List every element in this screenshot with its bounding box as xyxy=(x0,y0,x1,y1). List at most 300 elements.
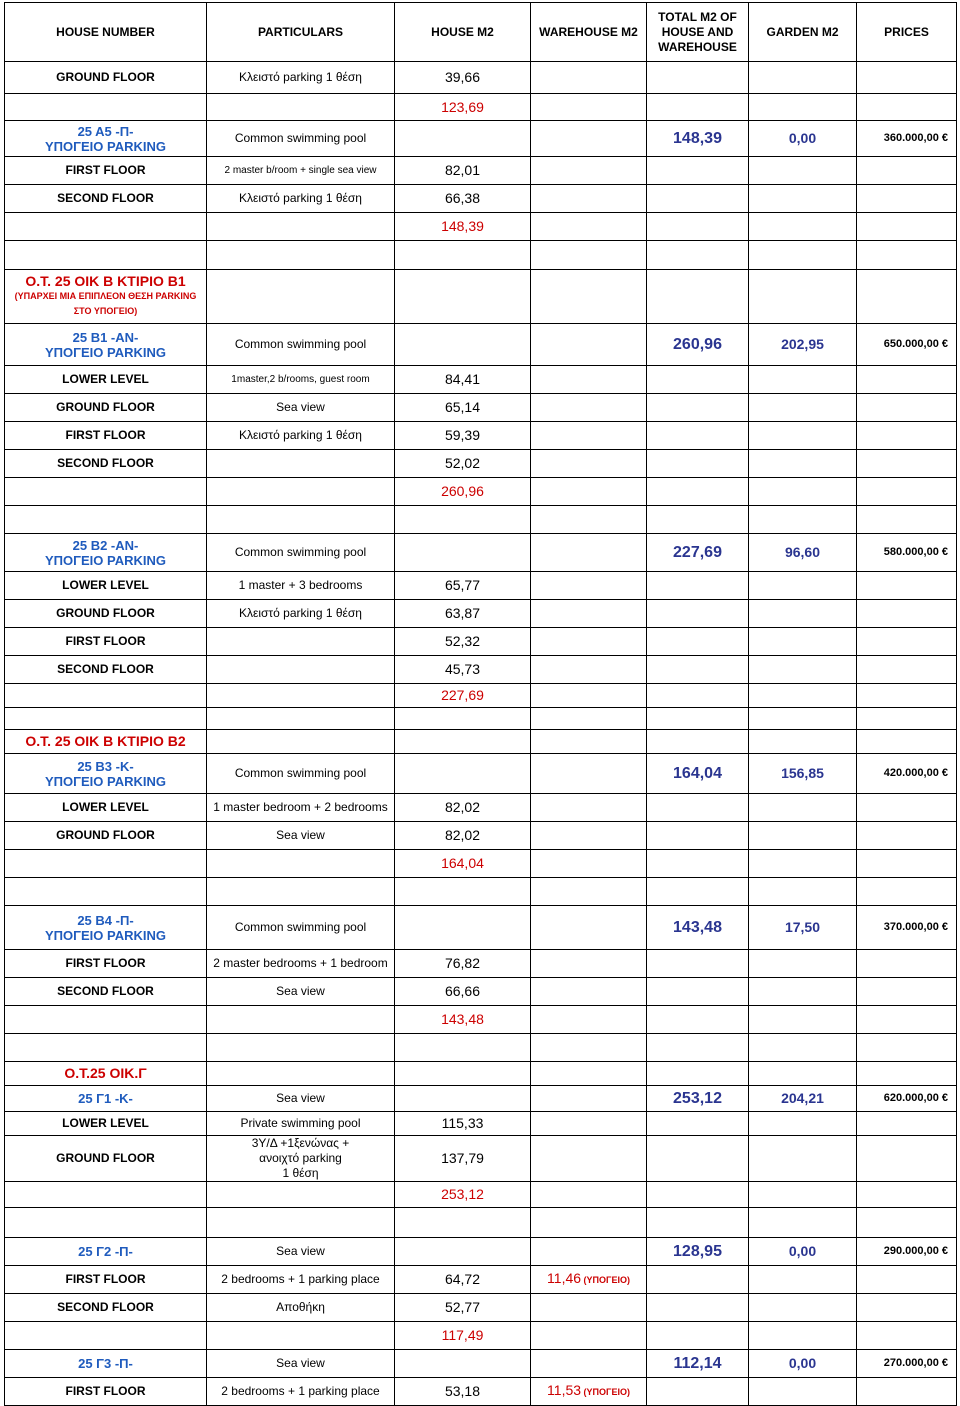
cell-text: FIRST FLOOR xyxy=(65,956,146,970)
particulars-cell xyxy=(207,978,395,1006)
cell-text: Private swimming pool xyxy=(240,1116,361,1130)
total-m2-cell xyxy=(647,708,749,730)
total-m2-cell xyxy=(647,600,749,628)
table-row xyxy=(5,1112,957,1136)
price-cell xyxy=(857,730,957,754)
particulars-cell xyxy=(207,1294,395,1322)
house-m2-cell xyxy=(395,324,531,366)
particulars-cell xyxy=(207,270,395,324)
cell-text: SECOND FLOOR xyxy=(57,984,154,998)
cell-text: 270.000,00 € xyxy=(883,1357,948,1369)
cell-text-line: 25 Β3 -Κ- xyxy=(77,758,134,774)
cell-text: LOWER LEVEL xyxy=(62,1116,149,1130)
column-header: PRICES xyxy=(857,3,957,62)
table-row xyxy=(5,822,957,850)
total-m2-cell xyxy=(647,241,749,270)
price-cell xyxy=(857,878,957,906)
total-m2-cell xyxy=(647,754,749,794)
house-number-cell xyxy=(5,628,207,656)
column-header: GARDEN M2 xyxy=(749,3,857,62)
garden-m2-cell xyxy=(749,684,857,708)
cell-text: 52,32 xyxy=(444,633,481,649)
garden-m2-cell xyxy=(749,213,857,241)
house-m2-cell xyxy=(395,1006,531,1034)
cell-text: 0,00 xyxy=(788,130,817,146)
table-row xyxy=(5,600,957,628)
cell-text: 143,48 xyxy=(673,919,722,936)
warehouse-m2-cell xyxy=(531,906,647,950)
table-row xyxy=(5,422,957,450)
particulars-cell xyxy=(207,656,395,684)
warehouse-m2-cell xyxy=(531,121,647,157)
total-m2-cell xyxy=(647,1208,749,1238)
house-m2-cell xyxy=(395,185,531,213)
warehouse-m2-cell xyxy=(531,270,647,324)
total-m2-cell xyxy=(647,534,749,572)
total-m2-cell xyxy=(647,850,749,878)
house-m2-cell xyxy=(395,534,531,572)
cell-text: LOWER LEVEL xyxy=(62,800,149,814)
warehouse-m2-cell xyxy=(531,185,647,213)
particulars-cell xyxy=(207,62,395,94)
garden-m2-cell xyxy=(749,730,857,754)
cell-text: Κλειστό parking 1 θέση xyxy=(239,428,362,442)
garden-m2-cell xyxy=(749,1034,857,1062)
garden-m2-cell xyxy=(749,1086,857,1112)
house-m2-cell xyxy=(395,1112,531,1136)
table-row xyxy=(5,1294,957,1322)
warehouse-m2-cell xyxy=(531,1238,647,1266)
house-number-cell xyxy=(5,450,207,478)
cell-text: 253,12 xyxy=(673,1090,722,1107)
warehouse-m2-cell xyxy=(531,1062,647,1086)
particulars-cell xyxy=(207,1378,395,1406)
garden-m2-cell xyxy=(749,506,857,534)
cell-text-line: ΥΠΟΓΕΙΟ PARKING xyxy=(45,344,166,360)
warehouse-m2-cell xyxy=(531,1322,647,1350)
column-header: HOUSE NUMBER xyxy=(5,3,207,62)
warehouse-m2-cell xyxy=(531,62,647,94)
cell-text: 148,39 xyxy=(441,218,484,234)
house-number-cell xyxy=(5,121,207,157)
total-m2-cell xyxy=(647,1006,749,1034)
garden-m2-cell xyxy=(749,1136,857,1182)
particulars-cell xyxy=(207,366,395,394)
cell-text: 45,73 xyxy=(444,661,481,677)
price-cell xyxy=(857,1006,957,1034)
house-m2-cell xyxy=(395,600,531,628)
total-m2-cell xyxy=(647,1266,749,1294)
cell-text: 1 master bedroom + 2 bedrooms xyxy=(213,800,388,814)
garden-m2-cell xyxy=(749,708,857,730)
table-row xyxy=(5,1136,957,1182)
warehouse-m2-cell xyxy=(531,94,647,121)
table-row xyxy=(5,978,957,1006)
cell-text: 0,00 xyxy=(788,1355,817,1371)
cell-text: 260,96 xyxy=(441,483,484,499)
table-row xyxy=(5,241,957,270)
price-cell xyxy=(857,241,957,270)
column-header: WAREHOUSE M2 xyxy=(531,3,647,62)
total-m2-cell xyxy=(647,950,749,978)
house-m2-cell xyxy=(395,366,531,394)
total-m2-cell xyxy=(647,1350,749,1378)
warehouse-m2-cell xyxy=(531,1136,647,1182)
cell-text: 204,21 xyxy=(781,1090,824,1106)
garden-m2-cell xyxy=(749,950,857,978)
cell-text: 620.000,00 € xyxy=(883,1092,948,1104)
cell-text: 96,60 xyxy=(784,544,821,560)
warehouse-m2-cell xyxy=(531,628,647,656)
cell-text: 65,77 xyxy=(444,577,481,593)
total-m2-cell xyxy=(647,684,749,708)
warehouse-m2-cell xyxy=(531,213,647,241)
house-m2-cell xyxy=(395,1136,531,1182)
house-number-cell xyxy=(5,1182,207,1208)
cell-text: 64,72 xyxy=(444,1271,481,1287)
price-cell xyxy=(857,1294,957,1322)
cell-text: 164,04 xyxy=(673,765,722,782)
house-number-cell xyxy=(5,1086,207,1112)
cell-text: FIRST FLOOR xyxy=(65,163,146,177)
price-cell xyxy=(857,1208,957,1238)
cell-text: 227,69 xyxy=(673,544,722,561)
table-row xyxy=(5,506,957,534)
warehouse-m2-cell xyxy=(531,1208,647,1238)
house-number-cell xyxy=(5,422,207,450)
house-m2-cell xyxy=(395,572,531,600)
warehouse-m2-cell xyxy=(531,878,647,906)
house-number-cell xyxy=(5,656,207,684)
garden-m2-cell xyxy=(749,324,857,366)
particulars-cell xyxy=(207,628,395,656)
table-row xyxy=(5,1006,957,1034)
house-number-cell xyxy=(5,906,207,950)
particulars-cell xyxy=(207,185,395,213)
garden-m2-cell xyxy=(749,394,857,422)
price-cell xyxy=(857,656,957,684)
cell-text: 66,38 xyxy=(444,190,481,206)
cell-text: Common swimming pool xyxy=(234,545,367,559)
particulars-cell xyxy=(207,422,395,450)
price-cell xyxy=(857,708,957,730)
cell-text: 11,46 xyxy=(547,1270,582,1286)
house-number-cell xyxy=(5,1136,207,1182)
cell-text: 128,95 xyxy=(673,1243,722,1260)
cell-text: 202,95 xyxy=(781,336,824,352)
cell-text: 148,39 xyxy=(673,130,722,147)
house-number-cell xyxy=(5,270,207,324)
cell-text: 53,18 xyxy=(444,1383,481,1399)
warehouse-m2-cell xyxy=(531,324,647,366)
house-m2-cell xyxy=(395,656,531,684)
particulars-cell xyxy=(207,324,395,366)
price-cell xyxy=(857,1378,957,1406)
particulars-cell xyxy=(207,906,395,950)
cell-text-line: 25 Β1 -ΑΝ- xyxy=(72,329,139,345)
table-row xyxy=(5,478,957,506)
warehouse-m2-cell xyxy=(531,1006,647,1034)
total-m2-cell xyxy=(647,213,749,241)
price-cell xyxy=(857,506,957,534)
cell-text: 115,33 xyxy=(441,1115,484,1131)
particulars-cell xyxy=(207,506,395,534)
house-number-cell xyxy=(5,572,207,600)
house-m2-cell xyxy=(395,394,531,422)
price-cell xyxy=(857,121,957,157)
particulars-cell xyxy=(207,450,395,478)
cell-text: Αποθήκη xyxy=(276,1300,325,1314)
cell-subnote: (ΥΠΑΡΧΕΙ ΜΙΑ ΕΠΙΠΛΕΟΝ ΘΕΣΗ PARKING ΣΤΟ ΥΠΟΓΕΙΟ) xyxy=(14,291,197,316)
price-cell xyxy=(857,978,957,1006)
particulars-cell xyxy=(207,1208,395,1238)
total-m2-cell xyxy=(647,366,749,394)
cell-text: FIRST FLOOR xyxy=(65,1384,146,1398)
particulars-cell xyxy=(207,241,395,270)
cell-text: 63,87 xyxy=(444,605,481,621)
warehouse-m2-cell xyxy=(531,822,647,850)
cell-text: 137,79 xyxy=(441,1150,484,1166)
garden-m2-cell xyxy=(749,366,857,394)
house-number-cell xyxy=(5,950,207,978)
particulars-cell xyxy=(207,878,395,906)
price-cell xyxy=(857,1238,957,1266)
cell-text: Ο.Τ. 25 ΟΙΚ Β ΚΤΙΡΙΟ Β1 xyxy=(25,273,186,289)
table-row xyxy=(5,656,957,684)
cell-text: Ο.Τ.25 ΟΙΚ.Γ xyxy=(64,1065,147,1081)
garden-m2-cell xyxy=(749,1238,857,1266)
house-m2-cell xyxy=(395,1266,531,1294)
house-number-cell xyxy=(5,1034,207,1062)
particulars-cell xyxy=(207,1136,395,1182)
cell-text: 117,49 xyxy=(441,1327,484,1343)
cell-text-line: ΥΠΟΓΕΙΟ PARKING xyxy=(45,138,166,154)
house-m2-cell xyxy=(395,950,531,978)
house-number-cell xyxy=(5,978,207,1006)
cell-text: 66,66 xyxy=(444,983,481,999)
particulars-cell xyxy=(207,1062,395,1086)
cell-text: GROUND FLOOR xyxy=(56,70,155,84)
cell-text: 1 master + 3 bedrooms xyxy=(238,578,363,592)
price-cell xyxy=(857,366,957,394)
cell-text: SECOND FLOOR xyxy=(57,456,154,470)
warehouse-m2-cell xyxy=(531,506,647,534)
warehouse-m2-cell xyxy=(531,394,647,422)
cell-text: 2 master b/room + single sea view xyxy=(224,165,377,176)
particulars-cell xyxy=(207,600,395,628)
garden-m2-cell xyxy=(749,572,857,600)
house-m2-cell xyxy=(395,978,531,1006)
house-number-cell xyxy=(5,708,207,730)
price-cell xyxy=(857,1266,957,1294)
cell-text: Sea view xyxy=(276,1244,325,1258)
house-number-cell xyxy=(5,94,207,121)
cell-text: 260,96 xyxy=(673,336,722,353)
house-number-cell xyxy=(5,506,207,534)
cell-text: 52,77 xyxy=(444,1299,481,1315)
price-cell xyxy=(857,822,957,850)
house-m2-cell xyxy=(395,1034,531,1062)
cell-text: 59,39 xyxy=(444,427,481,443)
house-number-cell xyxy=(5,1322,207,1350)
price-cell xyxy=(857,394,957,422)
total-m2-cell xyxy=(647,157,749,185)
price-cell xyxy=(857,324,957,366)
cell-text: SECOND FLOOR xyxy=(57,1300,154,1314)
house-m2-cell xyxy=(395,906,531,950)
cell-text: GROUND FLOOR xyxy=(56,400,155,414)
house-number-cell xyxy=(5,1266,207,1294)
garden-m2-cell xyxy=(749,270,857,324)
garden-m2-cell xyxy=(749,1112,857,1136)
house-number-cell xyxy=(5,324,207,366)
table-row xyxy=(5,850,957,878)
table-row xyxy=(5,1182,957,1208)
house-m2-cell xyxy=(395,1322,531,1350)
garden-m2-cell xyxy=(749,1266,857,1294)
cell-text: 2 master bedrooms + 1 bedroom xyxy=(213,956,388,970)
warehouse-m2-cell xyxy=(531,422,647,450)
house-m2-cell xyxy=(395,1350,531,1378)
total-m2-cell xyxy=(647,572,749,600)
cell-text: 25 Γ3 -Π- xyxy=(78,1356,133,1371)
cell-text: 39,66 xyxy=(444,69,481,85)
warehouse-m2-cell xyxy=(531,730,647,754)
total-m2-cell xyxy=(647,506,749,534)
cell-text: Sea view xyxy=(276,984,325,998)
particulars-cell xyxy=(207,1006,395,1034)
house-number-cell xyxy=(5,1062,207,1086)
particulars-cell xyxy=(207,1350,395,1378)
total-m2-cell xyxy=(647,730,749,754)
particulars-cell xyxy=(207,730,395,754)
cell-text: 0,00 xyxy=(788,1243,817,1259)
cell-text: 253,12 xyxy=(441,1186,484,1202)
table-row xyxy=(5,534,957,572)
cell-text: 52,02 xyxy=(444,455,481,471)
house-number-cell xyxy=(5,730,207,754)
garden-m2-cell xyxy=(749,822,857,850)
total-m2-cell xyxy=(647,1182,749,1208)
warehouse-m2-cell xyxy=(531,1294,647,1322)
total-m2-cell xyxy=(647,1378,749,1406)
house-number-cell xyxy=(5,62,207,94)
house-number-cell xyxy=(5,478,207,506)
total-m2-cell xyxy=(647,422,749,450)
warehouse-m2-cell xyxy=(531,450,647,478)
price-cell xyxy=(857,684,957,708)
garden-m2-cell xyxy=(749,157,857,185)
column-header: PARTICULARS xyxy=(207,3,395,62)
total-m2-cell xyxy=(647,478,749,506)
cell-text: 11,53 xyxy=(547,1382,582,1398)
cell-text: 2 bedrooms + 1 parking place xyxy=(221,1272,380,1286)
table-row xyxy=(5,708,957,730)
warehouse-m2-cell xyxy=(531,708,647,730)
table-row xyxy=(5,1238,957,1266)
house-m2-cell xyxy=(395,270,531,324)
house-m2-cell xyxy=(395,1294,531,1322)
cell-text: 82,02 xyxy=(444,799,481,815)
price-cell xyxy=(857,1086,957,1112)
price-cell xyxy=(857,478,957,506)
table-row xyxy=(5,794,957,822)
house-number-cell xyxy=(5,1294,207,1322)
cell-text: 1master,2 b/rooms, guest room xyxy=(231,374,370,385)
total-m2-cell xyxy=(647,1062,749,1086)
cell-text: 143,48 xyxy=(441,1011,484,1027)
house-number-cell xyxy=(5,1238,207,1266)
price-cell xyxy=(857,534,957,572)
cell-text: GROUND FLOOR xyxy=(56,828,155,842)
particulars-cell xyxy=(207,478,395,506)
table-row xyxy=(5,1378,957,1406)
garden-m2-cell xyxy=(749,450,857,478)
garden-m2-cell xyxy=(749,1322,857,1350)
warehouse-m2-cell xyxy=(531,478,647,506)
cell-text-line: ΥΠΟΓΕΙΟ PARKING xyxy=(45,552,166,568)
warehouse-m2-cell xyxy=(531,850,647,878)
table-row xyxy=(5,628,957,656)
house-m2-cell xyxy=(395,878,531,906)
table-row xyxy=(5,394,957,422)
house-m2-cell xyxy=(395,241,531,270)
table-row xyxy=(5,450,957,478)
table-row xyxy=(5,1086,957,1112)
house-m2-cell xyxy=(395,213,531,241)
house-m2-cell xyxy=(395,121,531,157)
house-m2-cell xyxy=(395,450,531,478)
price-cell xyxy=(857,1062,957,1086)
table-row xyxy=(5,906,957,950)
cell-text: 290.000,00 € xyxy=(883,1245,948,1257)
garden-m2-cell xyxy=(749,1006,857,1034)
warehouse-m2-cell xyxy=(531,656,647,684)
cell-text: FIRST FLOOR xyxy=(65,1272,146,1286)
particulars-cell xyxy=(207,534,395,572)
house-number-cell xyxy=(5,878,207,906)
price-cell xyxy=(857,185,957,213)
total-m2-cell xyxy=(647,1238,749,1266)
garden-m2-cell xyxy=(749,1062,857,1086)
house-m2-cell xyxy=(395,850,531,878)
cell-text-line: 25 Β2 -ΑΝ- xyxy=(72,537,139,553)
cell-text: FIRST FLOOR xyxy=(65,428,146,442)
total-m2-cell xyxy=(647,978,749,1006)
price-cell xyxy=(857,794,957,822)
particulars-cell xyxy=(207,794,395,822)
garden-m2-cell xyxy=(749,906,857,950)
particulars-cell xyxy=(207,754,395,794)
particulars-cell xyxy=(207,572,395,600)
house-m2-cell xyxy=(395,506,531,534)
total-m2-cell xyxy=(647,62,749,94)
price-cell xyxy=(857,270,957,324)
warehouse-m2-cell xyxy=(531,1266,647,1294)
total-m2-cell xyxy=(647,324,749,366)
garden-m2-cell xyxy=(749,121,857,157)
cell-text: 82,02 xyxy=(444,827,481,843)
total-m2-cell xyxy=(647,121,749,157)
column-header: HOUSE M2 xyxy=(395,3,531,62)
house-number-cell xyxy=(5,600,207,628)
house-m2-cell xyxy=(395,822,531,850)
total-m2-cell xyxy=(647,906,749,950)
table-row xyxy=(5,1266,957,1294)
cell-text: LOWER LEVEL xyxy=(62,578,149,592)
house-m2-cell xyxy=(395,1062,531,1086)
price-cell xyxy=(857,600,957,628)
